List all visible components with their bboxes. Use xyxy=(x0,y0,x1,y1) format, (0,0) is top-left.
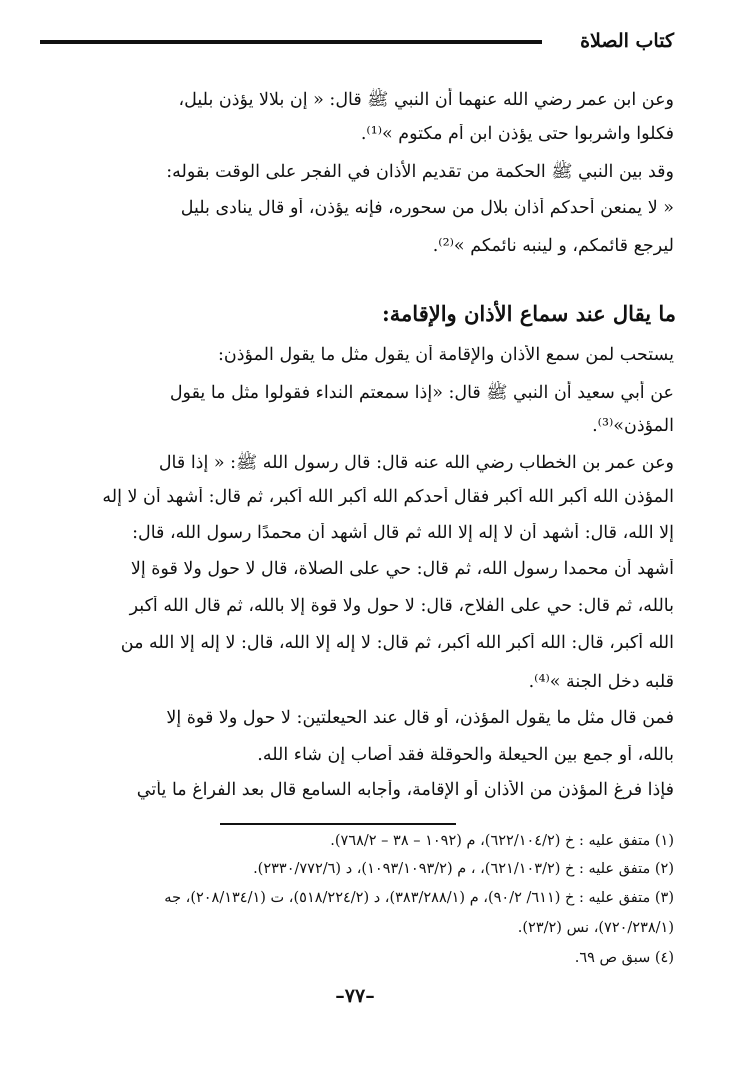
text-line: فكلوا واشربوا حتى يؤذن ابن أم مكتوم »⁽¹⁾. xyxy=(360,124,674,144)
text-line: الله أكبر، قال: الله أكبر الله أكبر، ثم قال: لا إله إلا الله، قال: لا إله إلا الله من xyxy=(120,633,674,653)
text-line: أشهد أن محمدا رسول الله، ثم قال: حي على الصلاة، قال لا حول ولا قوة إلا xyxy=(130,559,674,579)
text-line: المؤذن الله أكبر الله أكبر فقال أحدكم الله أكبر الله أكبر، ثم قال: أشهد أن لا إله xyxy=(102,487,674,507)
text-line: عن أبي سعيد أن النبي ﷺ قال: «إذا سمعتم النداء فقولوا مثل ما يقول xyxy=(169,383,674,403)
footnote: (٤) سبق ص ٦٩. xyxy=(574,950,674,966)
section-heading: ما يقال عند سماع الأذان والإقامة: xyxy=(382,301,676,326)
text-line: إلا الله، قال: أشهد أن لا إله إلا الله ثم قال أشهد أن محمدًا رسول الله، قال: xyxy=(132,523,674,543)
footnote: (٢) متفق عليه : خ (٦٢١/١٠٣/٢)، ، م (١٠٩٣/١٠٩٣/٢)، د (٢٣٣٠/٧٧٢/٦). xyxy=(253,861,674,877)
text-line: قلبه دخل الجنة »⁽⁴⁾. xyxy=(528,672,674,692)
text-line: بالله، ثم قال: حي على الفلاح، قال: لا حول ولا قوة إلا بالله، ثم قال الله أكبر xyxy=(129,596,674,616)
running-header-title: كتاب الصلاة xyxy=(580,30,674,52)
text-line: ليرجع قائمكم، و لينبه نائمكم »⁽²⁾. xyxy=(432,236,674,256)
footnote-rule xyxy=(220,823,456,825)
footnote: (١) متفق عليه : خ (٦٢٢/١٠٤/٢)، م (١٠٩٢ – ٣٨ – ٧٦٨/٢). xyxy=(330,833,674,849)
text-line: المؤذن»⁽³⁾. xyxy=(592,416,674,436)
header-rule xyxy=(40,40,542,44)
text-line: وقد بين النبي ﷺ الحكمة من تقديم الأذان في الفجر على الوقت بقوله: xyxy=(166,162,674,182)
text-line: بالله، أو جمع بين الحيعلة والحوقلة فقد أصاب إن شاء الله. xyxy=(257,745,674,765)
text-line: « لا يمنعن أحدكم أذان بلال من سحوره، فإنه يؤذن، أو قال ينادى بليل xyxy=(180,198,674,218)
footnote: (٧٢٠/٢٣٨/١)، نس (٢٣/٢). xyxy=(517,920,674,936)
text-line: وعن عمر بن الخطاب رضي الله عنه قال: قال رسول الله ﷺ: « إذا قال xyxy=(158,453,674,473)
footnote: (٣) متفق عليه : خ (٦١١/ ٩٠/٢)، م (٣٨٣/٢٨٨/١)، د (٥١٨/٢٢٤/٢)، ت (٢٠٨/١٣٤/١)، جه xyxy=(164,890,674,906)
text-line: فمن قال مثل ما يقول المؤذن، أو قال عند الحيعلتين: لا حول ولا قوة إلا xyxy=(166,708,674,728)
text-line: يستحب لمن سمع الأذان والإقامة أن يقول مثل ما يقول المؤذن: xyxy=(217,345,674,365)
text-line: وعن ابن عمر رضي الله عنهما أن النبي ﷺ قال: « إن بلالا يؤذن بليل، xyxy=(178,90,674,110)
text-line: فإذا فرغ المؤذن من الأذان أو الإقامة، وأجابه السامع قال بعد الفراغ ما يأتي xyxy=(136,780,674,800)
page-number: –٧٧– xyxy=(335,985,375,1007)
